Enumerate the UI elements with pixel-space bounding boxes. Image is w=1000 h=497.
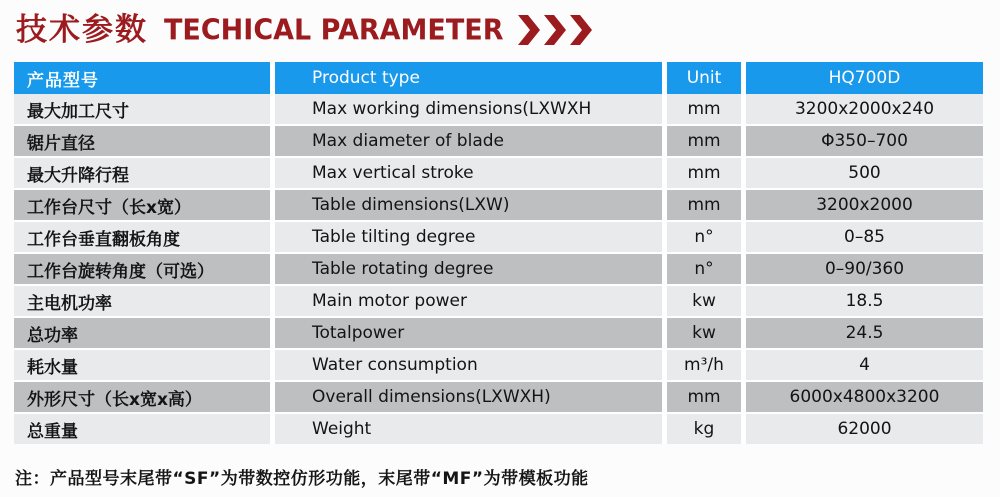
param-value-cell: 6000x4800x3200 [746, 382, 983, 412]
param-unit-cell: n° [667, 222, 741, 252]
param-name-zh-cell: 总功率 [14, 318, 270, 348]
header-product-model: 产品型号 [14, 62, 270, 94]
triple-chevron-icon [516, 15, 600, 45]
param-unit-cell: n° [667, 254, 741, 284]
param-name-en-cell: Table tilting degree [275, 222, 662, 252]
param-unit-cell: kw [667, 318, 741, 348]
param-name-en-cell: Max diameter of blade [275, 126, 662, 156]
param-value-cell: 62000 [746, 414, 983, 444]
param-unit-cell: kw [667, 286, 741, 316]
param-name-zh-cell: 最大升降行程 [14, 158, 270, 188]
param-name-en-cell: Totalpower [275, 318, 662, 348]
header-unit: Unit [667, 62, 741, 94]
param-name-en-cell: Water consumption [275, 350, 662, 380]
param-name-zh-cell: 锯片直径 [14, 126, 270, 156]
param-unit-cell: mm [667, 382, 741, 412]
param-name-zh-cell: 工作台旋转角度（可选） [14, 254, 270, 284]
param-value-cell: 0–85 [746, 222, 983, 252]
parameter-table [14, 62, 983, 444]
param-name-zh-cell: 耗水量 [14, 350, 270, 380]
param-value-cell: Φ350–700 [746, 126, 983, 156]
param-name-zh-cell: 外形尺寸（长x宽x高） [14, 382, 270, 412]
page-title [0, 0, 1000, 54]
param-name-en-cell: Weight [275, 414, 662, 444]
param-name-zh-cell: 工作台尺寸（长x宽） [14, 190, 270, 220]
param-name-zh-cell: 总重量 [14, 414, 270, 444]
param-unit-cell: mm [667, 94, 741, 124]
param-unit-cell: mm [667, 126, 741, 156]
param-name-zh-cell: 最大加工尺寸 [14, 94, 270, 124]
param-unit-cell: kg [667, 414, 741, 444]
param-unit-cell: mm [667, 158, 741, 188]
param-value-cell: 3200x2000x240 [746, 94, 983, 124]
page-title-chinese: 技术参数 [16, 11, 148, 48]
footnote-text: 注：产品型号末尾带“SF”为带数控仿形功能，末尾带“MF”为带模板功能 [15, 469, 589, 489]
param-name-en-cell: Table rotating degree [275, 254, 662, 284]
param-value-cell: 500 [746, 158, 983, 188]
param-name-en-cell: Max working dimensions(LXWXH [275, 94, 662, 124]
header-product-type: Product type [275, 62, 662, 94]
param-name-en-cell: Table dimensions(LXW) [275, 190, 662, 220]
param-name-en-cell: Overall dimensions(LXWXH) [275, 382, 662, 412]
param-name-en-cell: Max vertical stroke [275, 158, 662, 188]
param-value-cell: 4 [746, 350, 983, 380]
param-unit-cell: mm [667, 190, 741, 220]
param-name-en-cell: Main motor power [275, 286, 662, 316]
header-model-value: HQ700D [746, 62, 983, 94]
param-value-cell: 18.5 [746, 286, 983, 316]
param-name-zh-cell: 主电机功率 [14, 286, 270, 316]
page-title-english: TECHICAL PARAMETER [164, 13, 504, 47]
param-value-cell: 24.5 [746, 318, 983, 348]
param-value-cell: 0–90/360 [746, 254, 983, 284]
param-value-cell: 3200x2000 [746, 190, 983, 220]
param-unit-cell: m³/h [667, 350, 741, 380]
param-name-zh-cell: 工作台垂直翻板角度 [14, 222, 270, 252]
